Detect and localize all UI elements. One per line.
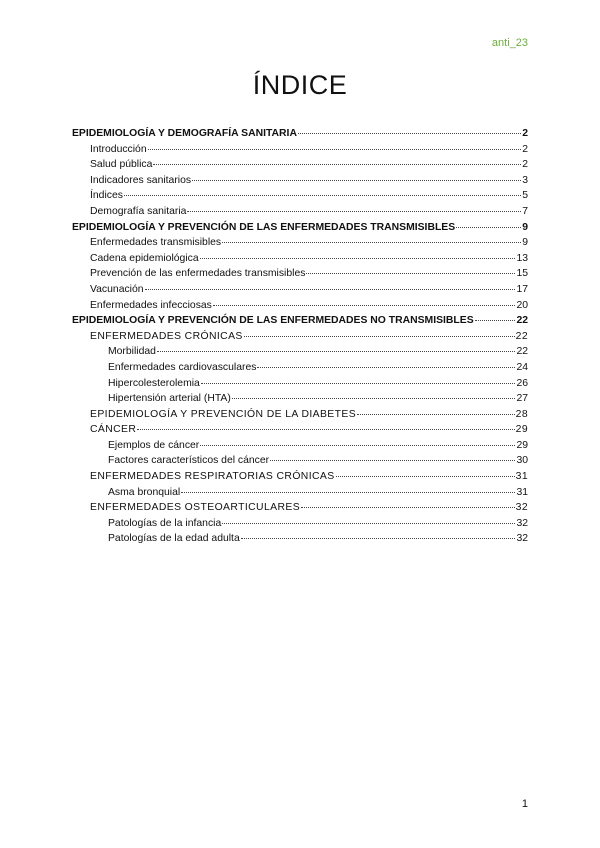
toc-entry-label: Indicadores sanitarios: [90, 174, 192, 186]
page-number: 1: [521, 798, 528, 810]
toc-entry-page: 26: [516, 377, 528, 389]
toc-leader-dots: [201, 375, 516, 384]
toc-entry-label: Salud pública: [90, 159, 153, 171]
toc-entry-label: Enfermedades transmisibles: [90, 237, 222, 249]
toc-entry-page: 2: [522, 143, 528, 155]
toc-entry-label: Introducción: [90, 143, 147, 155]
toc-entry-label: Patologías de la edad adulta: [108, 533, 240, 545]
toc-entry-page: 17: [516, 283, 528, 295]
toc-entry-page: 2: [522, 128, 528, 139]
toc-leader-dots: [270, 452, 515, 461]
toc-entry-label: Demografía sanitaria: [90, 205, 187, 217]
toc-entry-page: 31: [515, 471, 528, 483]
toc-leader-dots: [124, 187, 521, 196]
toc-leader-dots: [200, 250, 516, 259]
toc-leader-dots: [187, 203, 521, 212]
toc-entry-page: 9: [522, 237, 528, 249]
toc-entry-page: 22: [516, 315, 528, 327]
toc-entry-label: ENFERMEDADES CRÓNICAS: [90, 330, 243, 342]
toc-entry-page: 29: [516, 439, 528, 451]
toc-entry-page: 22: [515, 330, 528, 342]
toc-entry-label: Enfermedades infecciosas: [90, 299, 212, 311]
toc-leader-dots: [192, 172, 521, 181]
toc-entry-page: 2: [522, 159, 528, 171]
toc-leader-dots: [213, 297, 516, 306]
toc-entry-page: 20: [516, 299, 528, 311]
toc-entry-label: Vacunación: [90, 283, 144, 295]
page-title: ÍNDICE: [252, 70, 348, 100]
toc-entry-label: Hipercolesterolemia: [108, 377, 200, 389]
toc-leader-dots: [222, 234, 521, 243]
toc-leader-dots: [298, 125, 521, 134]
document-tag: anti_23: [491, 37, 528, 49]
toc-entry-page: 28: [515, 408, 528, 420]
toc-entry-label: Enfermedades cardiovasculares: [108, 361, 257, 373]
toc-entry-label: Patologías de la infancia: [108, 517, 222, 529]
toc-leader-dots: [301, 499, 515, 508]
toc-entry-label: Hipertensión arterial (HTA): [108, 393, 231, 405]
toc-entry-page: 30: [516, 455, 528, 467]
toc-entry-page: 9: [522, 221, 528, 233]
toc-entry-page: 29: [515, 424, 528, 436]
toc-leader-dots: [257, 359, 515, 368]
toc-entry-label: EPIDEMIOLOGÍA Y PREVENCIÓN DE LA DIABETES: [90, 408, 357, 420]
toc-entry[interactable]: [72, 532, 528, 548]
toc-entry-label: Ejemplos de cáncer: [108, 439, 200, 451]
toc-entry-label: EPIDEMIOLOGÍA Y DEMOGRAFÍA SANITARIA: [72, 128, 297, 139]
toc-entry-label: Cadena epidemiológica: [90, 252, 199, 264]
toc-leader-dots: [200, 437, 515, 446]
toc-leader-dots: [145, 281, 516, 290]
toc-leader-dots: [157, 343, 516, 352]
toc-leader-dots: [148, 141, 522, 150]
toc-entry-page: 15: [516, 268, 528, 280]
toc-entry-page: 32: [516, 517, 528, 529]
toc-entry-label: Índices: [90, 190, 123, 202]
toc-leader-dots: [456, 219, 521, 228]
toc-entry-page: 31: [516, 486, 528, 498]
toc-leader-dots: [137, 421, 514, 430]
toc-leader-dots: [153, 156, 521, 165]
toc-entry-label: EPIDEMIOLOGÍA Y PREVENCIÓN DE LAS ENFERMEDADES TRANSMISIBLES: [72, 221, 456, 233]
toc-leader-dots: [232, 390, 516, 399]
toc-entry-label: Factores característicos del cáncer: [108, 455, 270, 467]
toc-entry-label: EPIDEMIOLOGÍA Y PREVENCIÓN DE LAS ENFERMEDADES NO TRANSMISIBLES: [72, 315, 474, 327]
toc-entry-label: Morbilidad: [108, 346, 156, 358]
toc-entry-label: Prevención de las enfermedades transmisibles: [90, 268, 306, 280]
toc-leader-dots: [241, 530, 516, 539]
toc-entry-label: ENFERMEDADES OSTEOARTICULARES: [90, 502, 301, 514]
toc-leader-dots: [475, 312, 516, 321]
toc-entry-page: 7: [522, 205, 528, 217]
toc-entry-page: 32: [515, 502, 528, 514]
toc-entry-page: 3: [522, 174, 528, 186]
toc-leader-dots: [336, 468, 515, 477]
toc-leader-dots: [357, 406, 515, 415]
toc-entry-page: 22: [516, 346, 528, 358]
table-of-contents: [72, 127, 528, 548]
toc-entry-label: Asma bronquial: [108, 486, 181, 498]
toc-leader-dots: [181, 484, 515, 493]
toc-entry-page: 13: [516, 252, 528, 264]
toc-leader-dots: [306, 265, 515, 274]
toc-leader-dots: [222, 515, 515, 524]
toc-entry-page: 5: [522, 190, 528, 202]
toc-entry-page: 24: [516, 361, 528, 373]
toc-entry-page: 27: [516, 393, 528, 405]
toc-leader-dots: [244, 328, 515, 337]
toc-entry[interactable]: [72, 299, 528, 315]
toc-entry-label: CÁNCER: [90, 424, 137, 436]
toc-entry-label: ENFERMEDADES RESPIRATORIAS CRÓNICAS: [90, 471, 335, 483]
toc-entry-page: 32: [516, 533, 528, 545]
